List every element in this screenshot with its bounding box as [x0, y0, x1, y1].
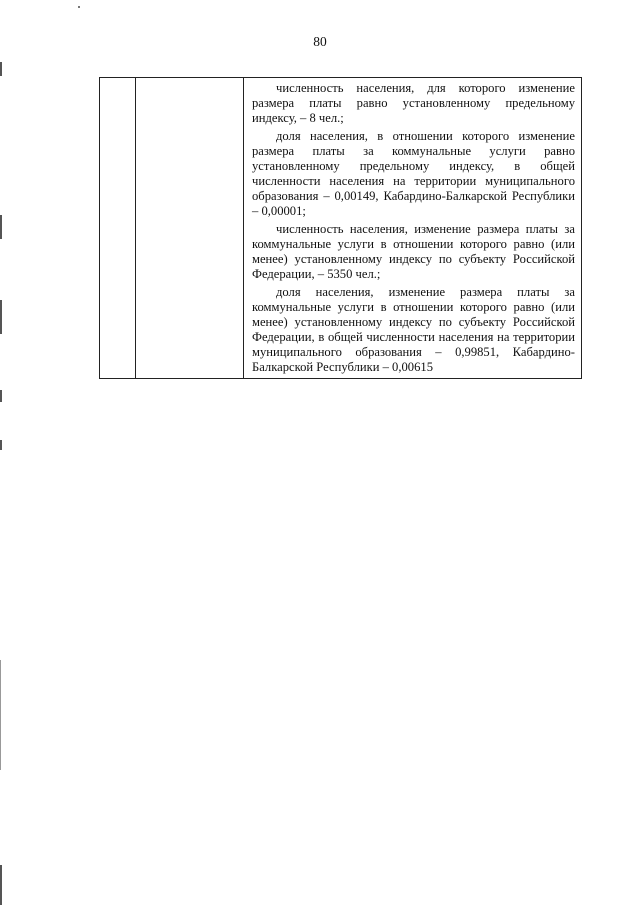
document-table	[99, 77, 582, 379]
scan-edge-mark	[0, 300, 2, 334]
paragraph: численность населения, для которого изменение размера платы равно установленному предельному индексу, – 8 чел.;	[252, 81, 575, 125]
scan-speck	[78, 6, 80, 8]
scan-edge-mark	[0, 62, 2, 76]
table-cell-text	[244, 78, 582, 379]
table-row	[100, 78, 582, 379]
scan-edge-mark	[0, 660, 1, 770]
table-cell-empty	[100, 78, 136, 379]
paragraph: численность населения, изменение размера платы за коммунальные услуги в отношении которого равно (или менее) установленному индексу по субъекту Российской Федерации, – 5350 чел.;	[252, 222, 575, 281]
scan-edge-mark	[0, 865, 2, 905]
paragraph: доля населения, изменение размера платы за коммунальные услуги в отношении которого равно (или менее) установленному индексу по субъекту Российской Федерации, в общей численности населения на территории муниципального образования – 0,99851, Кабардино-Балкарской Республики – 0,00615	[252, 285, 575, 374]
page-number: 80	[313, 34, 327, 49]
scan-edge-mark	[0, 215, 2, 239]
scan-edge-mark	[0, 440, 2, 450]
paragraph: доля населения, в отношении которого изменение размера платы за коммунальные услуги равно установленному предельному индексу, в общей численности населения на территории муниципального образования – 0,00149, Кабардино-Балкарской Республики – 0,00001;	[252, 129, 575, 218]
table-cell-empty	[136, 78, 244, 379]
scan-edge-mark	[0, 390, 2, 402]
